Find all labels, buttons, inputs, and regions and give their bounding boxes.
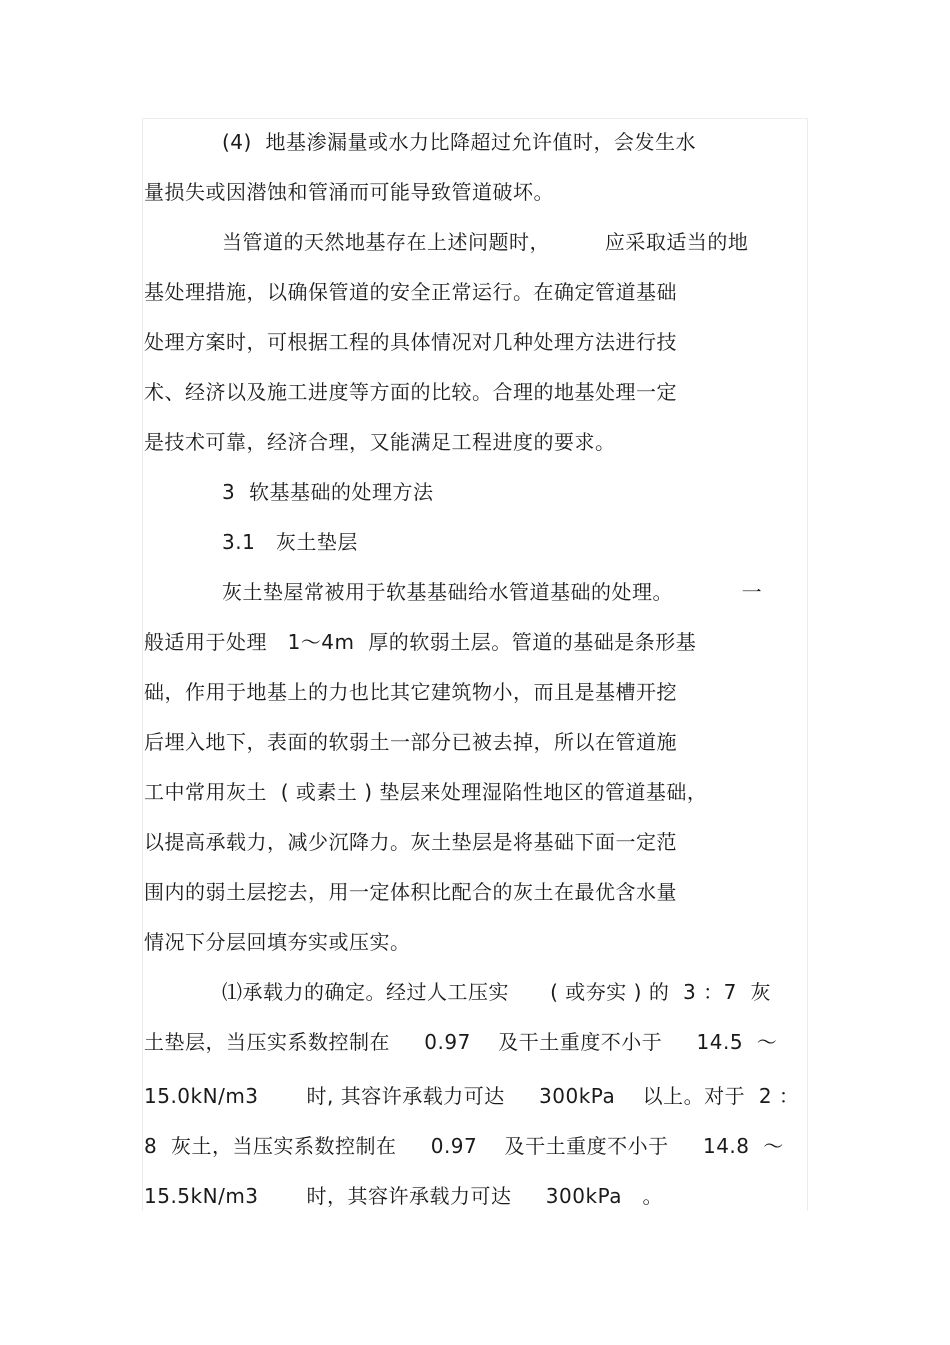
paragraph-line: 围内的弱土层挖去，用一定体积比配合的灰土在最优含水量: [144, 880, 677, 904]
paragraph-line: 当管道的天然地基存在上述问题时， 应采取适当的地: [222, 230, 749, 254]
paragraph-line: 后埋入地下，表面的软弱土一部分已被去掉，所以在管道施: [144, 730, 677, 754]
paragraph-line: ⑴承载力的确定。经过人工压实 ( 或夯实 ) 的 3 ：7 灰: [222, 980, 772, 1004]
paragraph-line: 术、经济以及施工进度等方面的比较。合理的地基处理一定: [144, 380, 677, 404]
paragraph-line: 础，作用于地基上的力也比其它建筑物小，而且是基槽开挖: [144, 680, 677, 704]
paragraph-line: 量损失或因潜蚀和管涌而可能导致管道破坏。: [144, 180, 554, 204]
subsection-heading: 3.1 灰土垫层: [222, 530, 358, 554]
paragraph-line: 15.5kN/m3 时，其容许承载力可达 300kPa 。: [144, 1184, 664, 1208]
paragraph-line: 是技术可靠，经济合理，又能满足工程进度的要求。: [144, 430, 616, 454]
paragraph-line: (4) 地基渗漏量或水力比降超过允许值时，会发生水: [222, 130, 697, 154]
paragraph-line: 灰土垫屋常被用于软基基础给水管道基础的处理。 一: [222, 580, 763, 604]
section-heading: 3 软基基础的处理方法: [222, 480, 434, 504]
paragraph-line: 以提高承载力，减少沉降力。灰土垫层是将基础下面一定范: [144, 830, 677, 854]
paragraph-line: 工中常用灰土 ( 或素土 ) 垫层来处理湿陷性地区的管道基础，: [144, 780, 708, 804]
paragraph-line: 土垫层，当压实系数控制在 0.97 及干土重度不小于 14.5 ～: [144, 1030, 778, 1054]
paragraph-line: 处理方案时，可根据工程的具体情况对几种处理方法进行技: [144, 330, 677, 354]
paragraph-line: 情况下分层回填夯实或压实。: [144, 930, 411, 954]
paragraph-line: 般适用于处理 1～4m 厚的软弱土层。管道的基础是条形基: [144, 630, 697, 654]
paragraph-line: 基处理措施，以确保管道的安全正常运行。在确定管道基础: [144, 280, 677, 304]
paragraph-line: 8 灰土，当压实系数控制在 0.97 及干土重度不小于 14.8 ～: [144, 1134, 784, 1158]
paragraph-line: 15.0kN/m3 时, 其容许承载力可达 300kPa 以上。对于 2 ：: [144, 1084, 800, 1108]
